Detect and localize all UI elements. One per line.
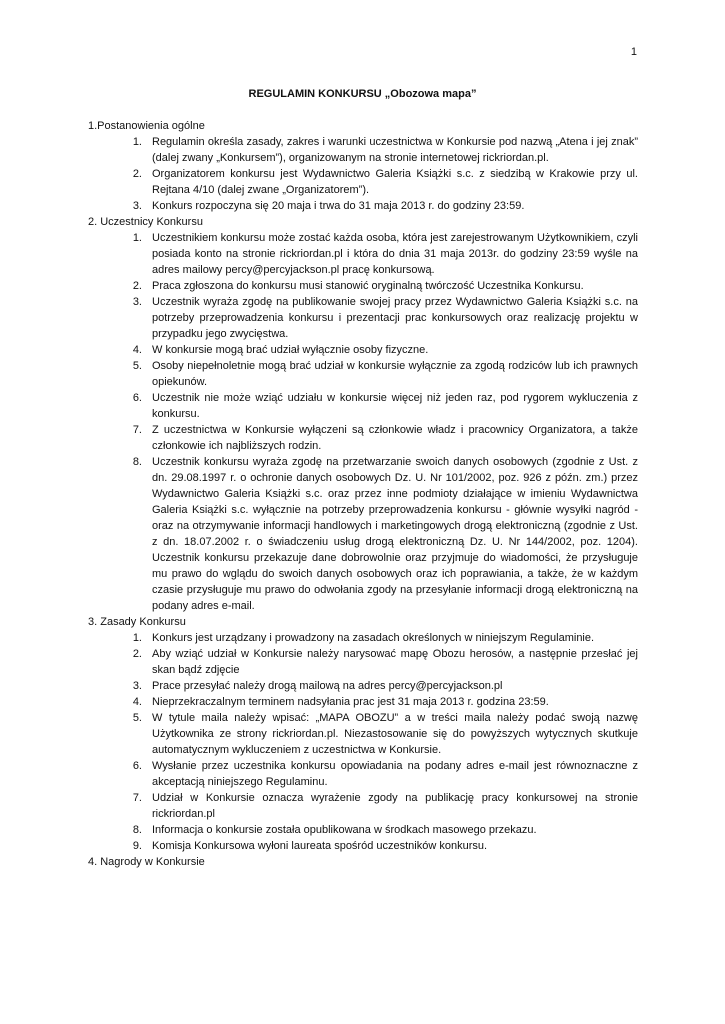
list-item-number: 3. xyxy=(132,200,142,212)
list-item-text: Wysłanie przez uczestnika konkursu opowiadania na podany adres e-mail jest równoznaczne z akceptacją niniejszego Regulaminu. xyxy=(152,760,638,788)
list-item xyxy=(88,646,638,678)
list-item-number: 1. xyxy=(132,232,142,244)
list-item-number: 1. xyxy=(132,136,142,148)
list-item-number: 1. xyxy=(132,632,142,644)
list-item-number: 3. xyxy=(132,680,142,692)
list-item xyxy=(88,838,638,854)
numbered-list xyxy=(88,230,638,614)
page-number: 1 xyxy=(630,46,637,58)
list-item-number: 5. xyxy=(132,360,142,372)
list-item-number: 8. xyxy=(132,824,142,836)
section-heading: 1.Postanowienia ogólne xyxy=(88,120,205,132)
section-heading: 4. Nagrody w Konkursie xyxy=(88,856,205,868)
list-item xyxy=(88,694,638,710)
list-item-text: Uczestnik konkursu wyraża zgodę na przetwarzanie swoich danych osobowych (zgodnie z Ust. z dn. 29.08.1997 r. o ochronie danych osobowych Dz. U. Nr 101/2002, poz. 926 z późn. zm.) przez Wydawnictwo Galeria Książki s.c. oraz przez inne podmioty działające w imieniu Wydawnictwa Galeria Książki s.c. wyłącznie na potrzeby przeprowadzenia konkursu - głównie wysyłki nagród - oraz na otrzymywanie informacji handlowych i marketingowych drogą elektroniczną (zgodnie z Ust. z dn. 18.07.2002 r. o świadczeniu usług drogą elektroniczną Dz. U. Nr 144/2002, poz. 1204). Uczestnik konkursu przekazuje dane dobrowolnie oraz przyjmuje do wiadomości, że przysługuje mu prawo do wglądu do swoich danych osobowych oraz ich poprawiania, a także, że w każdym czasie przysługuje mu prawo do odwołania zgody na przesyłanie informacji drogą elektroniczną na podany adres e-mail. xyxy=(152,456,638,612)
list-item xyxy=(88,166,638,198)
list-item-number: 3. xyxy=(132,296,142,308)
list-item-number: 2. xyxy=(132,648,142,660)
numbered-list xyxy=(88,630,638,854)
list-item xyxy=(88,358,638,390)
list-item-number: 6. xyxy=(132,392,142,404)
list-item xyxy=(88,822,638,838)
list-item xyxy=(88,278,638,294)
list-item-number: 7. xyxy=(132,424,142,436)
section-postanowienia-ogolne xyxy=(88,118,638,214)
list-item-text: Komisja Konkursowa wyłoni laureata spośród uczestników konkursu. xyxy=(152,840,488,852)
list-item-text: Aby wziąć udział w Konkursie należy narysować mapę Obozu herosów, a następnie przesłać jej skan bądź zdjęcie xyxy=(152,648,638,676)
list-item xyxy=(88,678,638,694)
list-item-text: Uczestnik wyraża zgodę na publikowanie swojej pracy przez Wydawnictwo Galeria Książki s.c. na potrzeby przeprowadzenia konkursu i prezentacji prac konkursowych oraz realizację projektu w przypadku jego zwycięstwa. xyxy=(152,296,638,340)
list-item xyxy=(88,422,638,454)
list-item-text: Organizatorem konkursu jest Wydawnictwo Galeria Książki s.c. z siedzibą w Krakowie przy ul. Rejtana 4/10 (dalej zwane „Organizatorem”). xyxy=(152,168,638,196)
list-item-text: Konkurs rozpoczyna się 20 maja i trwa do 31 maja 2013 r. do godziny 23:59. xyxy=(152,200,525,212)
section-zasady-konkursu xyxy=(88,614,638,854)
list-item-number: 4. xyxy=(132,696,142,708)
list-item-number: 2. xyxy=(132,168,142,180)
list-item-text: W konkursie mogą brać udział wyłącznie osoby fizyczne. xyxy=(152,344,429,356)
numbered-list xyxy=(88,134,638,214)
list-item-text: Udział w Konkursie oznacza wyrażenie zgody na publikację pracy konkursowej na stronie rickriordan.pl xyxy=(152,792,638,820)
section-uczestnicy-konkursu xyxy=(88,214,638,614)
list-item-text: Uczestnikiem konkursu może zostać każda osoba, która jest zarejestrowanym Użytkownikiem, czyli posiada konto na stronie rickriordan.pl i która do dnia 31 maja 2013r. do godziny 23:59 wyśle na adres mailowy percy@percyjackson.pl pracę konkursową. xyxy=(152,232,638,276)
list-item xyxy=(88,390,638,422)
list-item-number: 2. xyxy=(132,280,142,292)
list-item-text: Konkurs jest urządzany i prowadzony na zasadach określonych w niniejszym Regulaminie. xyxy=(152,632,595,644)
section-heading: 2. Uczestnicy Konkursu xyxy=(88,216,203,228)
list-item-text: Praca zgłoszona do konkursu musi stanowić oryginalną twórczość Uczestnika Konkursu. xyxy=(152,280,584,292)
list-item-text: Z uczestnictwa w Konkursie wyłączeni są członkowie władz i pracownicy Organizatora, a także członkowie ich najbliższych rodzin. xyxy=(152,424,638,452)
document-title: REGULAMIN KONKURSU „Obozowa mapa” xyxy=(248,88,477,100)
list-item-text: Nieprzekraczalnym terminem nadsyłania prac jest 31 maja 2013 r. godzina 23:59. xyxy=(152,696,549,708)
list-item xyxy=(88,198,638,214)
list-item xyxy=(88,790,638,822)
list-item xyxy=(88,230,638,278)
list-item-number: 8. xyxy=(132,456,142,468)
list-item xyxy=(88,710,638,758)
list-item xyxy=(88,134,638,166)
list-item xyxy=(88,630,638,646)
document-body xyxy=(88,118,638,870)
list-item xyxy=(88,454,638,614)
list-item-text: W tytule maila należy wpisać: „MAPA OBOZU” a w treści maila należy podać swoją nazwę Użytkownika ze strony rickriordan.pl. Niezastosowanie się do powyższych wytycznych skutkuje automatycznym wykluczeniem z uczestnictwa w Konkursie. xyxy=(152,712,638,756)
list-item-number: 5. xyxy=(132,712,142,724)
list-item-number: 4. xyxy=(132,344,142,356)
list-item-text: Regulamin określa zasady, zakres i warunki uczestnictwa w Konkursie pod nazwą „Atena i jej znak” (dalej zwany „Konkursem”), organizowanym na stronie internetowej rickriordan.pl. xyxy=(152,136,638,164)
list-item-number: 7. xyxy=(132,792,142,804)
list-item-number: 6. xyxy=(132,760,142,772)
list-item xyxy=(88,294,638,342)
list-item xyxy=(88,758,638,790)
list-item-text: Prace przesyłać należy drogą mailową na adres percy@percyjackson.pl xyxy=(152,680,503,692)
list-item-number: 9. xyxy=(132,840,142,852)
section-nagrody-w-konkursie xyxy=(88,854,638,870)
list-item-text: Osoby niepełnoletnie mogą brać udział w konkursie wyłącznie za zgodą rodziców lub ich prawnych opiekunów. xyxy=(152,360,638,388)
list-item-text: Informacja o konkursie została opublikowana w środkach masowego przekazu. xyxy=(152,824,537,836)
section-heading: 3. Zasady Konkursu xyxy=(88,616,186,628)
list-item xyxy=(88,342,638,358)
list-item-text: Uczestnik nie może wziąć udziału w konkursie więcej niż jeden raz, pod rygorem wykluczenia z konkursu. xyxy=(152,392,638,420)
